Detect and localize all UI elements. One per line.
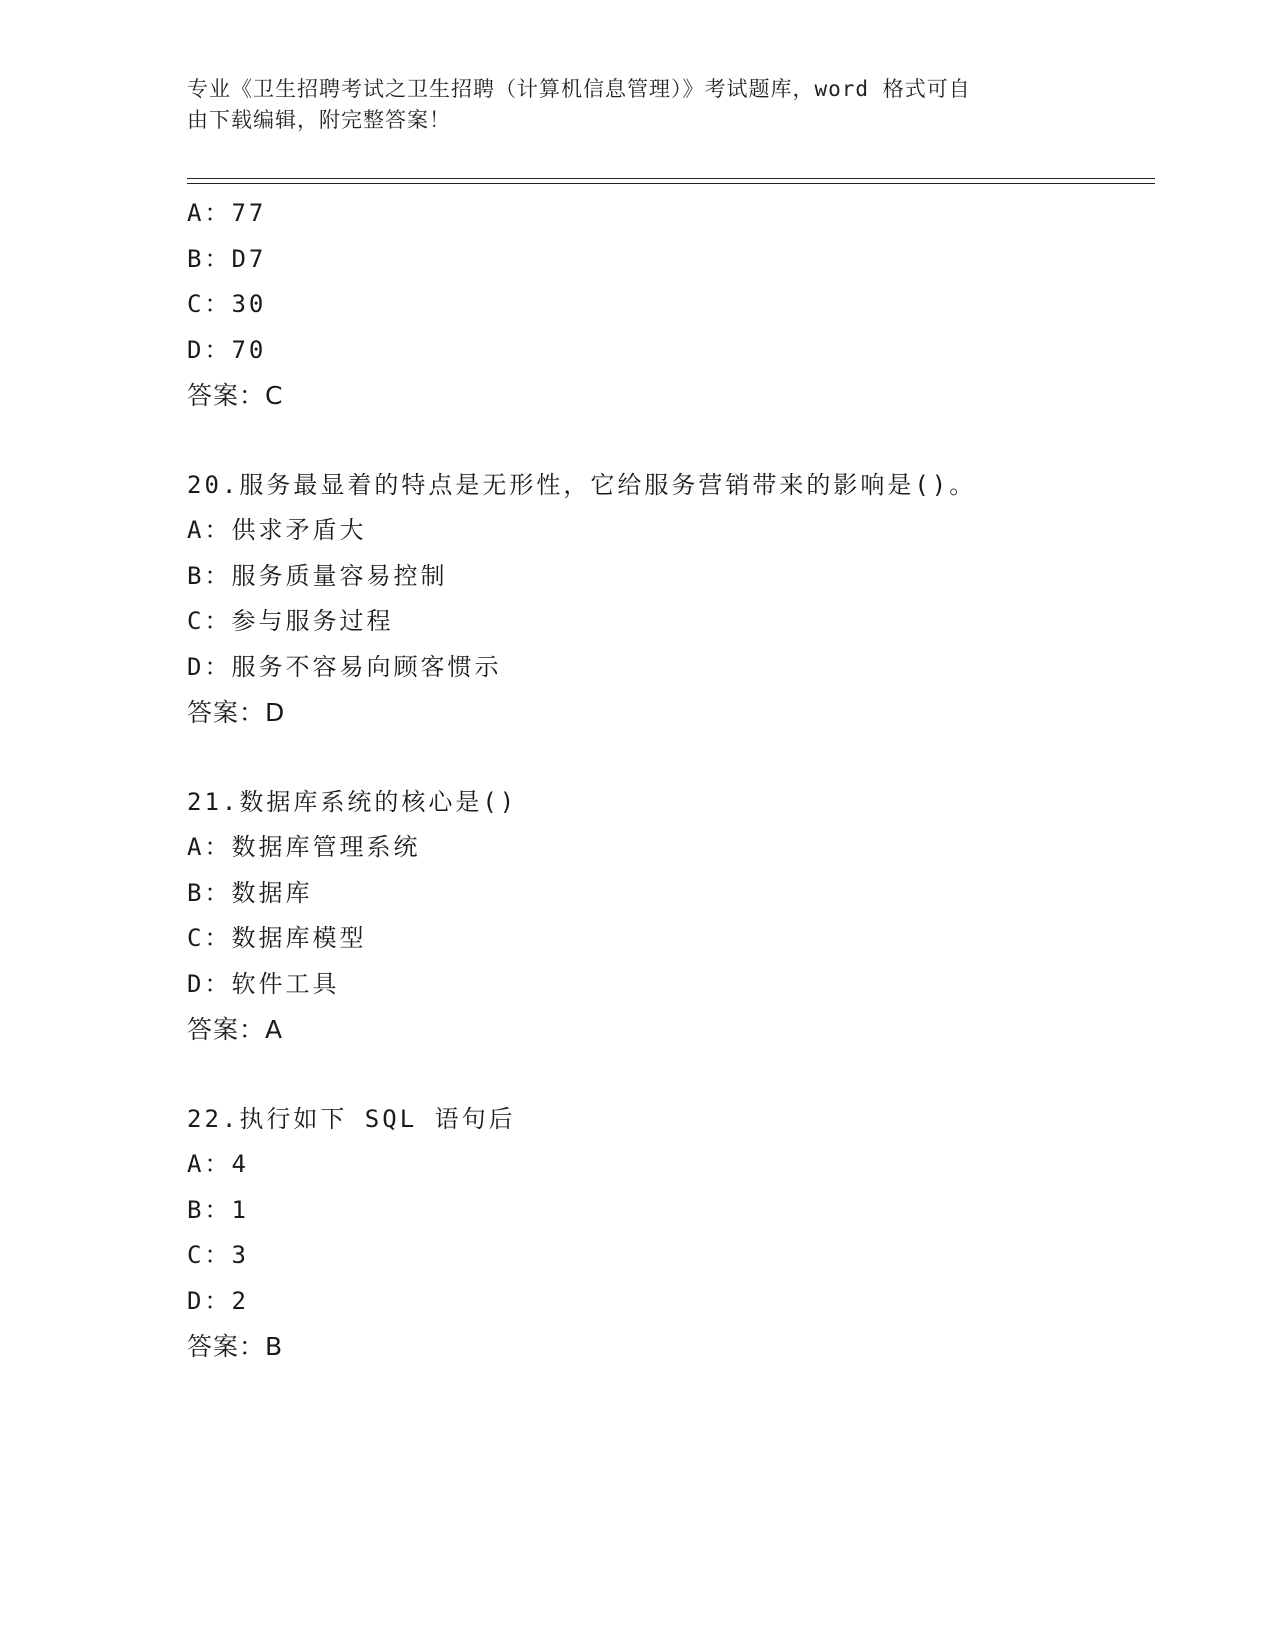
option-text: 4 <box>231 1150 249 1178</box>
option-a <box>187 191 1147 237</box>
question-stem: 20.服务最显着的特点是无形性，它给服务营销带来的影响是()。 <box>187 470 977 499</box>
option-text: 数据库 <box>231 878 313 907</box>
option-text: 软件工具 <box>231 969 340 998</box>
option-label: A： <box>187 1150 232 1178</box>
answer-value: A <box>265 1015 284 1044</box>
question-block-prev <box>187 191 1147 419</box>
answer-value: D <box>265 698 286 727</box>
option-b <box>187 1188 1147 1234</box>
spacer <box>187 419 1147 463</box>
option-a <box>187 508 1147 554</box>
option-b <box>187 871 1147 917</box>
option-text: 服务质量容易控制 <box>231 561 448 590</box>
option-label: A： <box>187 516 232 544</box>
option-label: A： <box>187 199 232 227</box>
option-label: B： <box>187 878 232 907</box>
option-d <box>187 1279 1147 1325</box>
answer-label: 答案： <box>187 1332 266 1361</box>
question-block-20 <box>187 463 1147 736</box>
document-header-note <box>187 74 1067 136</box>
spacer <box>187 1053 1147 1097</box>
option-d <box>187 962 1147 1008</box>
option-text: D7 <box>231 244 267 273</box>
option-label: B： <box>187 1195 232 1224</box>
answer-label: 答案： <box>187 1015 266 1044</box>
option-c <box>187 282 1147 328</box>
option-d <box>187 328 1147 374</box>
answer-value: C <box>265 381 284 410</box>
answer-value: B <box>265 1332 284 1361</box>
answer-label: 答案： <box>187 698 266 727</box>
question-block-21 <box>187 780 1147 1053</box>
header-note-line-2: 由下载编辑，附完整答案！ <box>187 108 451 132</box>
option-a <box>187 1142 1147 1188</box>
option-text: 1 <box>231 1195 249 1224</box>
option-c <box>187 1233 1147 1279</box>
question-list <box>187 191 1147 1370</box>
answer-line <box>187 1007 1147 1053</box>
option-text: 77 <box>231 199 267 227</box>
option-label: D： <box>187 335 232 364</box>
spacer <box>187 736 1147 780</box>
option-text: 数据库模型 <box>231 924 367 952</box>
option-text: 供求矛盾大 <box>231 516 367 544</box>
option-text: 70 <box>231 335 267 364</box>
answer-line <box>187 373 1147 419</box>
option-text: 2 <box>231 1286 249 1315</box>
question-stem: 22.执行如下 SQL 语句后 <box>187 1104 516 1133</box>
answer-line <box>187 1324 1147 1370</box>
option-label: C： <box>187 607 232 635</box>
option-a <box>187 825 1147 871</box>
option-label: D： <box>187 1286 232 1315</box>
option-d <box>187 645 1147 691</box>
option-label: B： <box>187 561 232 590</box>
answer-line <box>187 690 1147 736</box>
option-text: 30 <box>231 290 267 318</box>
question-block-22 <box>187 1097 1147 1370</box>
option-text: 3 <box>231 1241 249 1269</box>
option-b <box>187 237 1147 283</box>
option-text: 数据库管理系统 <box>231 833 421 861</box>
option-label: A： <box>187 833 232 861</box>
option-label: D： <box>187 652 232 681</box>
header-rule-bottom <box>187 183 1155 184</box>
option-text: 服务不容易向顾客惯示 <box>231 652 502 681</box>
option-label: B： <box>187 244 232 273</box>
option-b <box>187 554 1147 600</box>
option-c <box>187 599 1147 645</box>
answer-label: 答案： <box>187 381 266 410</box>
header-note-line-1: 专业《卫生招聘考试之卫生招聘（计算机信息管理）》考试题库，word 格式可自 <box>187 77 971 101</box>
option-c <box>187 916 1147 962</box>
option-label: C： <box>187 290 232 318</box>
option-label: C： <box>187 1241 232 1269</box>
header-rule-top <box>187 178 1155 179</box>
option-text: 参与服务过程 <box>231 607 394 635</box>
option-label: C： <box>187 924 232 952</box>
option-label: D： <box>187 969 232 998</box>
question-stem: 21.数据库系统的核心是() <box>187 787 518 816</box>
